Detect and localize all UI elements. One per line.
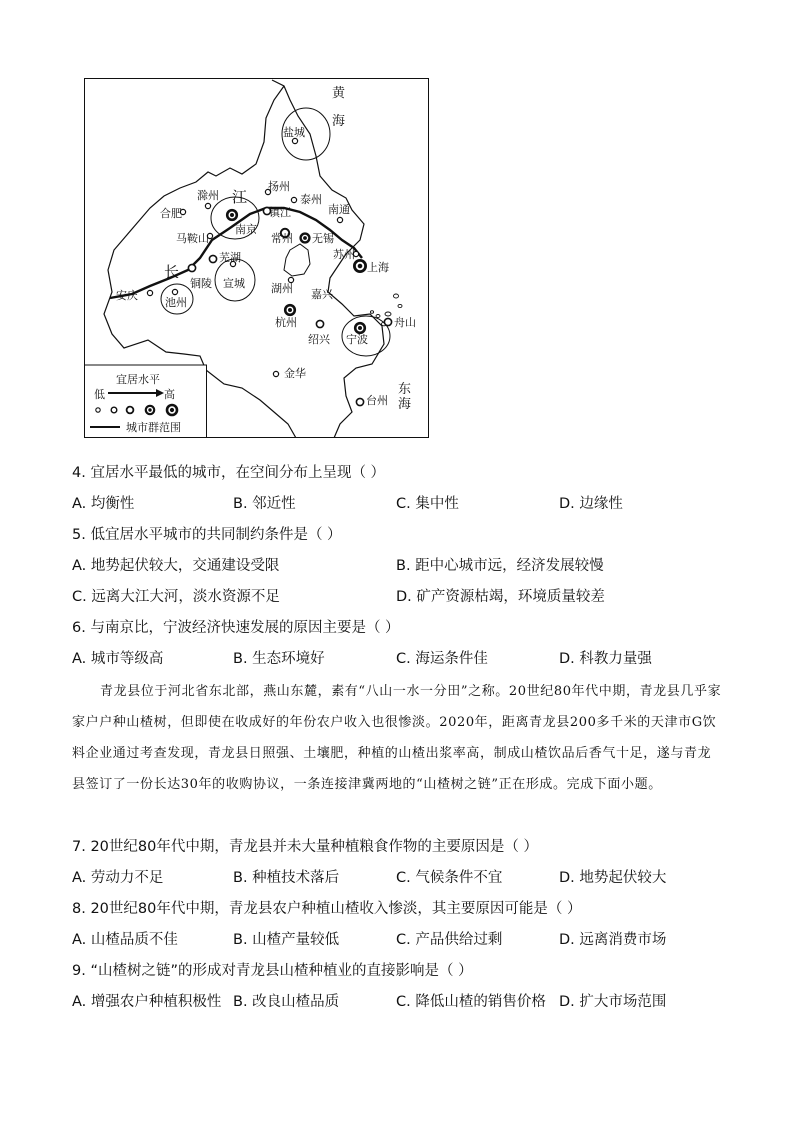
q5-option-b[interactable]: B. 距中心城市远，经济发展较慢 — [396, 558, 604, 574]
q8-option-c[interactable]: C. 产品供给过剩 — [396, 932, 503, 948]
city-label-yangzhou: 扬州 — [268, 180, 290, 193]
q9-option-c[interactable]: C. 降低山楂的销售价格 — [396, 994, 546, 1010]
city-label-xuancheng: 宣城 — [223, 277, 245, 290]
sea-label-donghai-1: 东 — [398, 382, 412, 397]
city-label-chizhou: 池州 — [165, 296, 187, 309]
q5-option-d[interactable]: D. 矿产资源枯竭，环境质量较差 — [396, 589, 605, 605]
q9-option-b[interactable]: B. 改良山楂品质 — [233, 994, 340, 1010]
sea-label-huanghai-1: 黄 — [332, 86, 346, 101]
urban-agglomeration-map — [84, 78, 429, 438]
q4-option-d[interactable]: D. 边缘性 — [559, 496, 623, 512]
city-label-anqing: 安庆 — [116, 289, 138, 302]
reading-passage — [72, 676, 722, 800]
q7-option-c[interactable]: C. 气候条件不宜 — [396, 870, 503, 886]
city-label-zhoushan: 舟山 — [394, 316, 416, 329]
q8-option-d[interactable]: D. 远离消费市场 — [559, 932, 667, 948]
question-7-stem: 7. 20世纪80年代中期，青龙县并未大量种植粮食作物的主要原因是（ ） — [72, 839, 538, 855]
q6-option-d[interactable]: D. 科教力量强 — [559, 651, 652, 667]
q4-option-b[interactable]: B. 邻近性 — [233, 496, 296, 512]
city-label-wuxi: 无锡 — [312, 232, 334, 245]
river-label-jiang: 江 — [232, 188, 248, 206]
legend-high: 高 — [164, 388, 175, 401]
city-label-nanjing: 南京 — [235, 223, 257, 236]
question-8-stem: 8. 20世纪80年代中期，青龙县农户种植山楂收入惨淡，其主要原因可能是（ ） — [72, 901, 582, 917]
city-label-tongling: 铜陵 — [190, 277, 212, 290]
city-label-nantong: 南通 — [328, 203, 350, 216]
q7-option-a[interactable]: A. 劳动力不足 — [72, 870, 164, 886]
legend-boundary-label: 城市群范围 — [126, 421, 181, 434]
city-label-jiaxing: 嘉兴 — [311, 288, 333, 301]
river-label-chang: 长 — [164, 263, 180, 281]
q9-option-d[interactable]: D. 扩大市场范围 — [559, 994, 667, 1010]
city-label-chuzhou: 滁州 — [197, 189, 219, 202]
city-label-suzhou: 苏州 — [333, 248, 355, 261]
city-label-yancheng: 盐城 — [283, 126, 305, 139]
q5-option-c[interactable]: C. 远离大江大河，淡水资源不足 — [72, 589, 280, 605]
question-5-stem: 5. 低宜居水平城市的共同制约条件是（ ） — [72, 527, 342, 543]
q6-option-c[interactable]: C. 海运条件佳 — [396, 651, 488, 667]
q8-option-a[interactable]: A. 山楂品质不佳 — [72, 932, 178, 948]
q9-option-a[interactable]: A. 增强农户种植积极性 — [72, 994, 222, 1010]
q4-option-c[interactable]: C. 集中性 — [396, 496, 459, 512]
q6-option-b[interactable]: B. 生态环境好 — [233, 651, 325, 667]
city-label-jinhua: 金华 — [284, 367, 306, 380]
city-label-shanghai: 上海 — [367, 261, 389, 274]
city-label-hangzhou: 杭州 — [275, 316, 297, 329]
q6-option-a[interactable]: A. 城市等级高 — [72, 651, 164, 667]
q5-option-a[interactable]: A. 地势起伏较大，交通建设受限 — [72, 558, 280, 574]
city-label-zhenjiang: 镇江 — [269, 206, 291, 219]
sea-label-donghai-2: 海 — [398, 397, 412, 412]
city-label-taizhou-js: 泰州 — [300, 193, 322, 206]
q4-option-a[interactable]: A. 均衡性 — [72, 496, 135, 512]
city-label-wuhu: 芜湖 — [219, 251, 241, 264]
question-9-stem: 9. “山楂树之链”的形成对青龙县山楂种植业的直接影响是（ ） — [72, 963, 473, 979]
city-label-taizhou-zj: 台州 — [366, 394, 388, 407]
city-label-huzhou: 湖州 — [271, 282, 293, 295]
question-4-stem: 4. 宜居水平最低的城市，在空间分布上呈现（ ） — [72, 465, 386, 481]
q7-option-d[interactable]: D. 地势起伏较大 — [559, 870, 667, 886]
passage-text: 青龙县位于河北省东北部，燕山东麓，素有“八山一水一分田”之称。20世纪80年代中期，青龙县几乎家家户户种山楂树，但即使在收成好的年份农户收入也很惨淡。2020年，距离青龙县200多千米的天津市G饮料企业通过考查发现，青龙县日照强、土壤肥，种植的山楂出浆率高，制成山楂饮品后香气十足，遂与青龙县签订了一份长达30年的收购协议，一条连接津冀两地的“山楂树之链”正在形成。完成下面小题。 — [72, 684, 722, 792]
sea-label-huanghai-2: 海 — [332, 114, 346, 129]
legend-low: 低 — [94, 388, 105, 401]
city-label-ningbo: 宁波 — [346, 333, 368, 346]
map-legend — [85, 365, 207, 438]
city-label-maanshan: 马鞍山 — [176, 232, 209, 245]
question-6-stem: 6. 与南京比，宁波经济快速发展的原因主要是（ ） — [72, 620, 400, 636]
q8-option-b[interactable]: B. 山楂产量较低 — [233, 932, 340, 948]
city-label-shaoxing: 绍兴 — [308, 333, 330, 346]
city-label-changzhou: 常州 — [271, 232, 293, 245]
city-label-hefei: 合肥 — [160, 207, 182, 220]
q7-option-b[interactable]: B. 种植技术落后 — [233, 870, 340, 886]
legend-title: 宜居水平 — [116, 373, 160, 386]
